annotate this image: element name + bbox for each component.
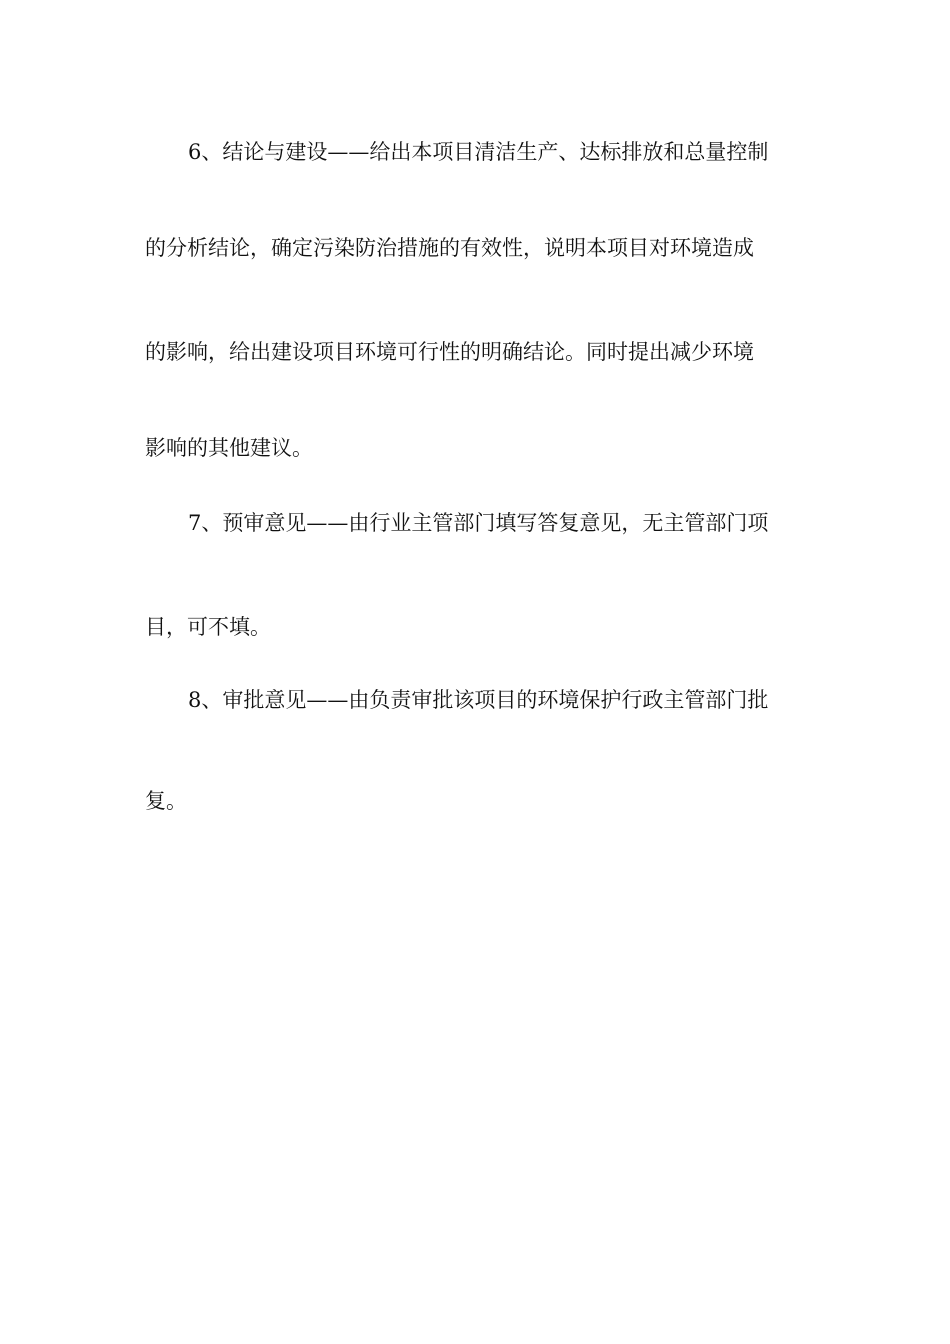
paragraph-line: 8、审批意见——由负责审批该项目的环境保护行政主管部门批 (188, 688, 769, 712)
paragraph-line: 影响的其他建议。 (145, 436, 313, 460)
paragraph-line: 目，可不填。 (145, 615, 271, 639)
paragraph-line: 6、结论与建设——给出本项目清洁生产、达标排放和总量控制 (188, 140, 769, 164)
paragraph-line: 7、预审意见——由行业主管部门填写答复意见，无主管部门项 (188, 511, 769, 535)
paragraph-line: 的分析结论，确定污染防治措施的有效性，说明本项目对环境造成 (145, 236, 754, 260)
paragraph-line: 复。 (145, 789, 187, 813)
paragraph-line: 的影响，给出建设项目环境可行性的明确结论。同时提出减少环境 (145, 340, 754, 364)
